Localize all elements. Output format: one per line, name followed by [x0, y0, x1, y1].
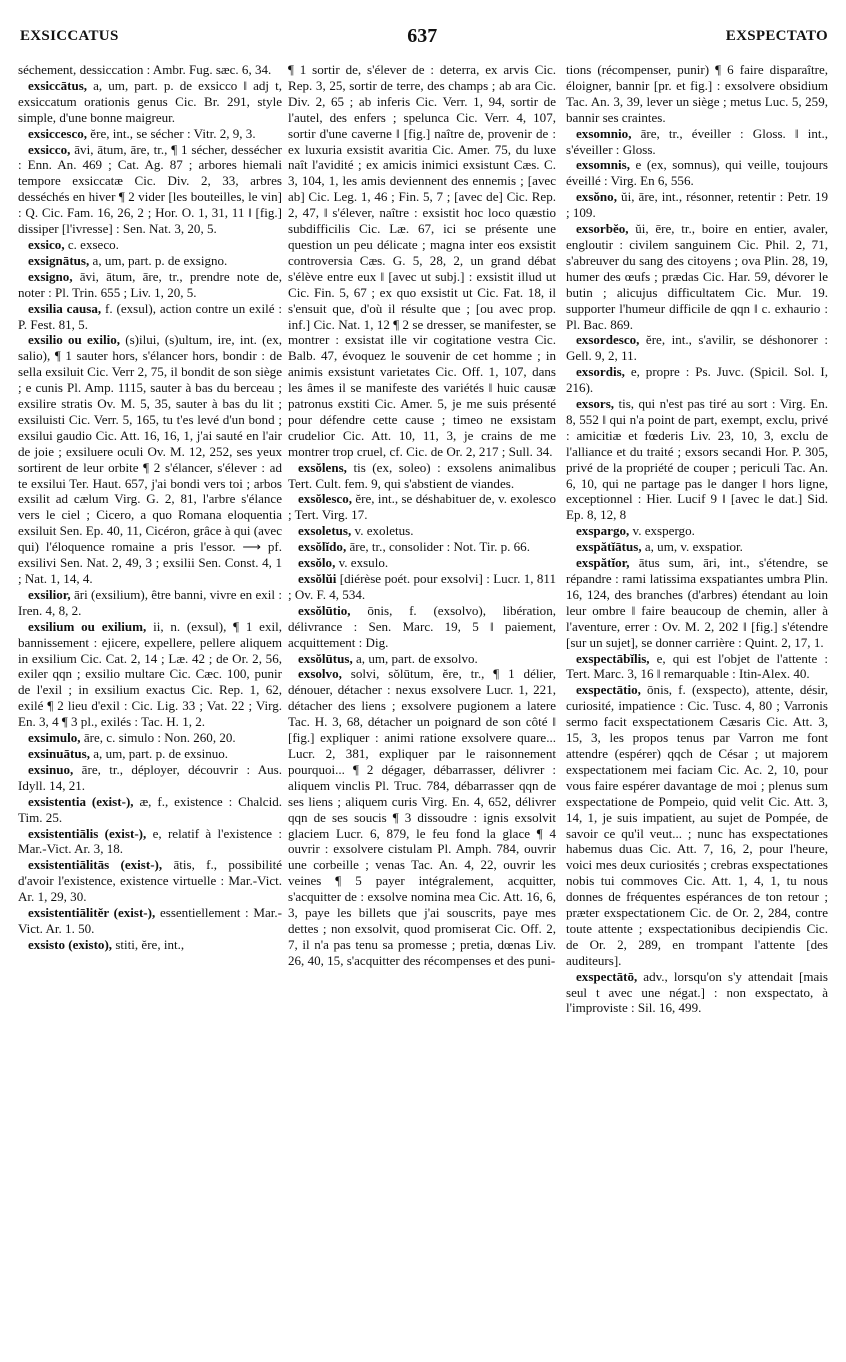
- dictionary-entry: [288, 571, 556, 603]
- entry-headword: exspătĭātus,: [576, 539, 642, 555]
- entry-headword: exsŏlens,: [298, 459, 347, 475]
- entry-headword: exsilio ou exilio,: [28, 332, 120, 348]
- entry-definition: ii, n. (exsul), ¶ 1 exil, bannissement : ejicere, expellere, pellere aliquem in exsilium Cic. Cat. 2, 14 ; Læ. 42 ; de Or. 2, 56, exiler qqn ; exsilio multare Cic. Cæc. 100, punir de l'exil ; in exsilium exactus Cic. Rep. 1, 62, exilé ¶ 2 lieu d'exil : Cic. Lig. 33 ; Vat. 22 ; Virg. En. 3, 4 ¶ 3 pl., exilés : Tac. H. 1, 2.: [18, 618, 282, 730]
- entry-definition: āvi, ātum, āre, tr., ¶ 1 sécher, dessécher : Enn. An. 469 ; Cat. Ag. 87 ; arbores hiemali tempore exsiccatæ Cic. Div. 2, 33, arbres desséchés en hiver ¶ 2 vider [les bouteilles, le vin] : Q. Cic. Fam. 16, 26, 2 ; Hor. O. 1, 31, 11 ‖ [fig.] dissiper [l'ivresse] : Sen. Nat. 3, 20, 5.: [18, 141, 282, 237]
- dictionary-column-2: [288, 62, 556, 1354]
- entry-definition: a, um, v. exspatior.: [641, 539, 743, 555]
- dictionary-entry: [18, 587, 282, 619]
- entry-definition: tions (récompenser, punir) ¶ 6 faire disparaître, éloigner, bannir [pr. et fig.] : exsolvere obsidium Tac. An. 3, 39, lever un siège ; metus Luc. 5, 259, bannir ses craintes.: [566, 62, 828, 125]
- entry-continuation: [566, 62, 828, 126]
- dictionary-entry: [566, 332, 828, 364]
- dictionary-entry: [288, 555, 556, 571]
- entry-definition: āre, tr., déployer, découvrir : Aus. Idyll. 14, 21.: [18, 761, 282, 793]
- dictionary-entry: [18, 619, 282, 730]
- entry-headword: exsordis,: [576, 364, 625, 380]
- entry-definition: a, um, part. p. de exsicco ‖ adj t, exsiccatum orationis genus Cic. Br. 291, style simple, d'une bonne maigreur.: [18, 77, 282, 125]
- dictionary-entry: [18, 826, 282, 858]
- dictionary-entry: [18, 905, 282, 937]
- entry-definition: a, um, part. de exsolvo.: [352, 650, 478, 666]
- entry-headword: exsico,: [28, 236, 65, 252]
- dictionary-entry: [18, 142, 282, 237]
- dictionary-entry: [18, 237, 282, 253]
- entry-definition: e, qui est l'objet de l'attente : Tert. Marc. 3, 16 ‖ remarquable : Itin-Alex. 40.: [566, 650, 828, 682]
- dictionary-entry: [18, 253, 282, 269]
- entry-headword: exspătĭor,: [576, 555, 630, 571]
- dictionary-entry: [18, 269, 282, 301]
- entry-definition: ĕre, int., s'avilir, se déshonorer : Gell. 9, 2, 11.: [566, 332, 828, 364]
- entry-headword: exsŏlŭi: [298, 571, 337, 586]
- dictionary-entry: [566, 396, 828, 523]
- dictionary-entry: [288, 603, 556, 651]
- dictionary-entry: [288, 523, 556, 539]
- entry-headword: exspectābĭlis,: [576, 650, 650, 666]
- dictionary-entry: [566, 523, 828, 539]
- running-head-left: EXSICCATUS: [20, 27, 119, 44]
- entry-headword: exsŏno,: [576, 189, 617, 205]
- dictionary-entry: [566, 555, 828, 650]
- entry-definition: a, um, part. p. de exsinuo.: [90, 745, 229, 761]
- entry-definition: e, relatif à l'existence : Mar.-Vict. Ar. 3, 18.: [18, 825, 282, 857]
- entry-headword: exsolvo,: [298, 666, 342, 682]
- entry-definition: f. (exsul), action contre un exilé : P. Fest. 81, 5.: [18, 300, 282, 332]
- entry-definition: séchement, dessiccation : Ambr. Fug. sæc. 6, 34.: [18, 62, 272, 77]
- dictionary-entry: [18, 730, 282, 746]
- dictionary-entry: [566, 126, 828, 158]
- entry-headword: exsinuo,: [28, 761, 74, 777]
- dictionary-entry: [288, 539, 556, 555]
- entry-definition: c. exseco.: [64, 236, 119, 252]
- entry-definition: ¶ 1 sortir de, s'élever de : deterra, ex arvis Cic. Rep. 3, 25, sortir de terre, des champs ; ab ara Cic. Div. 2, 65 ; ab inferis Cic. Verr. 1, 94, sortir de l'autel, des enfers ; spelunca Cic. Verr. 4, 107, sortir d'une caverne ‖ [fig.] naître de, provenir de : ex luxuria exsistit avaritia Cic. Amer. 75, du luxe naît l'avidité ; ex amicis inimici exsistunt Cæs. C. 3, 104, 1, les amis deviennent des ennemis ; [avec ab] Cic. Leg. 1, 46 ; Fin. 5, 7 ; [avec de] Cic. Rep. 2, 47, ‖ s'élever, naître : exsistit hoc loco quæstio subdifficilis Cic. Læ. 67, ici se présente une question un peu délicate ; magna inter eos exsistit controversia Cæs. G. 5, 28, 2, un grand débat s'élève entre eux ‖ [avec ut subj.] : exsistit illud ut Cic. Fin. 5, 67 ; ex quo exsistit ut Cic. Fat. 18, il s'ensuit que, d'où il résulte que ; [ou avec prop. inf.] Cic. Nat. 1, 12 ¶ 2 se dresser, se manifester, se montrer : exsistat ille vir cogitatione vestra Cic. Balb. 47, évoquez le souvenir de cet homme ; in animis exsistunt varietates Cic. Off. 1, 107, dans les âmes il se manifeste des variétés ‖ huic causæ patronus exstiti Cic. Amer. 5, je me suis présenté pour défendre cette cause ; timeo ne exsistam crudelior Cic. Att. 10, 11, 3, je crains de me montrer trop cruel, cf. Cic. de Or. 2, 217 ; Sull. 34.: [288, 62, 556, 459]
- entry-headword: exsistentiālis (exist-),: [28, 825, 147, 841]
- entry-headword: exsilior,: [28, 586, 71, 602]
- entry-definition: a, um, part. p. de exsigno.: [89, 252, 228, 268]
- entry-definition: ātis, f., possibilité d'avoir l'existence, existence virtuelle : Mar.-Vict. Ar. 1, 29, 30.: [18, 857, 282, 905]
- entry-definition: stiti, ĕre, int.,: [112, 936, 185, 952]
- dictionary-entry: [288, 666, 556, 968]
- entry-headword: exsŏlĭdo,: [298, 539, 347, 555]
- entry-definition: (s)ilui, (s)ultum, ire, int. (ex, salio), ¶ 1 sauter hors, s'élancer hors, bondir : de sella exsiluit Cic. Verr 2, 75, il bondit de son siège ; e cunis Pl. Amp. 1115, sauter à bas du berceau ; exsilire stratis Ov. M. 5, 35, sauter à bas du lit ; exsiluisti Cic. Verr. 5, 165, tu t'es levé d'un bond ; exsilui gaudio Cic. Att. 16, 16, 1, j'ai sauté en l'air de joie ; exsiluere oculi Ov. M. 12, 252, ses yeux sortirent de leur orbite ¶ 2 s'élancer, s'élever : ad te exsilui Ter. Haut. 657, j'ai bondi vers toi ; arbos exsilit ad cælum Virg. G. 2, 81, l'arbre s'élance vers le ciel ; Cicero, a quo Romana eloquentia exsiluit Sen. Ep. 40, 11, Cicéron, grâce à qui (avec qui) l'éloquence romaine a pris l'essor. ⟶ pf. exsilivi Sen. Nat. 2, 49, 3 ; exsilii Sen. Const. 4, 1 ; Nat. 1, 14, 4.: [18, 332, 282, 586]
- dictionary-entry: [18, 762, 282, 794]
- dictionary-entry: [18, 746, 282, 762]
- entry-definition: v. exspergo.: [629, 523, 695, 539]
- entry-headword: exsinuātus,: [28, 745, 90, 761]
- entry-headword: exsiccātus,: [28, 77, 88, 93]
- entry-definition: solvi, sŏlūtum, ĕre, tr., ¶ 1 délier, dénouer, détacher : nexus exsolvere Lucr. 1, 221, détacher des liens ; exsolvere pugionem a latere Tac. H. 3, 68, détacher un poignard de son côté ‖ [fig.] expliquer : animi ratione exsolvere quare... Lucr. 2, 381, expliquer par le raisonnement pourquoi... ¶ 2 dégager, débarrasser, délivrer : aliquem vinclis Pl. Truc. 784, débarrasser qqn de ses liens ; aliquem curis Virg. En. 4, 652, délivrer qqn de ses soucis ¶ 3 dissoudre : ignis exsolvit glaciem Lucr. 6, 879, le feu fond la glace ¶ 4 ouvrir : exsolvere cistulam Pl. Amph. 784, ouvrir une corbeille ; venas Tac. An. 4, 22, ouvrir les veines ¶ 5 payer intégralement, acquitter, s'acquitter de : exsolve nomina mea Cic. Att. 16, 6, 3, paye les billets que j'ai souscrits, paye mes dettes ; non exsolvit, quod promiserat Cic. Off. 2, 7, il n'a pas tenu sa promesse ; pretia, dœnas Liv. 26, 40, 15, s'acquitter des récompenses et des puni-: [288, 666, 556, 968]
- entry-definition: ĕre, int., se sécher : Vitr. 2, 9, 3.: [87, 125, 256, 141]
- entry-definition: āre, c. simulo : Non. 260, 20.: [80, 730, 236, 746]
- entry-headword: exsordesco,: [576, 332, 640, 348]
- entry-headword: exsigno,: [28, 268, 73, 284]
- entry-definition: v. exoletus.: [351, 523, 414, 539]
- dictionary-entry: [18, 857, 282, 905]
- entry-headword: exsistentiālitās (exist-),: [28, 857, 163, 873]
- entry-headword: exsilia causa,: [28, 300, 102, 316]
- entry-definition: [diérèse poét. pour exsolvi] : Lucr. 1, 811 ; Ov. F. 4, 534.: [288, 571, 556, 602]
- dictionary-entry: [566, 682, 828, 968]
- dictionary-column-3: [566, 62, 828, 1354]
- entry-headword: exsiccesco,: [28, 125, 88, 141]
- entry-definition: ōnis, f. (exspecto), attente, désir, curiosité, impatience : Cic. Tusc. 4, 80 ; Varronis sermo facit exspectationem Cæsaris Cic. Att. 3, 15, 3, les propos tenus par Varron me font attendre (espérer) qqch de César ; ut majorem exspectationem mei faciam Cic. Ac. 2, 10, pour vous faire espérer davantage de moi ; plenus sum exspectatione de Pompeio, quid velit Cic. Att. 3, 14, 1, je suis impatient, au sujet de Pompée, de savoir ce qu'il veut... ; nunc has exspectationes habemus duas Cic. Att. 7, 16, 2, pour l'heure, voici mes deux curiosités ; crebras exspectationes nobis tui commoves Cic. Att. 1, 4, 1, tu nous donnes de fréquentes espérances de ton retour ; præter exspectationem Cic. de Or. 2, 284, contre toute attente ; exspectationibus decipiendis Cic. de Or. 2, 289, en trompant l'attente [des auditeurs].: [566, 682, 828, 968]
- dictionary-entry: [566, 651, 828, 683]
- entry-headword: exsignātus,: [28, 252, 90, 268]
- page-number: 637: [407, 24, 438, 47]
- entry-definition: ĕre, int., se déshabituer de, v. exolesco ; Tert. Virg. 17.: [288, 491, 556, 523]
- entry-headword: exsŏlūtio,: [298, 602, 351, 618]
- entry-definition: āri (exsilium), être banni, vivre en exil : Iren. 4, 8, 2.: [18, 586, 282, 618]
- entry-definition: v. exsulo.: [335, 555, 389, 571]
- dictionary-entry: [18, 794, 282, 826]
- entry-headword: exsisto (existo),: [28, 936, 113, 952]
- entry-headword: exspectātio,: [576, 682, 641, 698]
- entry-headword: exsorbĕo,: [576, 221, 629, 237]
- entry-headword: exsŏlo,: [298, 555, 336, 571]
- entry-definition: tis, qui n'est pas tiré au sort : Virg. En. 8, 552 ‖ qui n'a point de part, exempt, exclu, privé : amicitiæ et fœderis Liv. 23, 10, 3, exclu de l'alliance et du traité ; exsors secandi Hor. P. 305, privé de la propriété de couper ; periculi Tac. An. 6, 10, qui ne partage pas le danger ‖ hors ligne, exceptionnel : Hier. Lucif 9 ‖ [avec le dat.] Sid. Ep. 8, 12, 8: [566, 396, 828, 523]
- entry-continuation: [288, 62, 556, 460]
- entry-definition: adv., lorsqu'on s'y attendait [mais seul t avec une négat.] : non exspectato, à l'improviste : Sil. 16, 499.: [566, 968, 828, 1016]
- entry-headword: exsicco,: [28, 141, 71, 157]
- entry-headword: exsŏlesco,: [298, 491, 352, 507]
- entry-definition: ŭi, āre, int., résonner, retentir : Petr. 19 ; 109.: [566, 189, 828, 221]
- dictionary-entry: [18, 78, 282, 126]
- dictionary-entry: [18, 937, 282, 953]
- entry-definition: e (ex, somnus), qui veille, toujours éveillé : Virg. En 6, 556.: [566, 157, 828, 189]
- entry-definition: āre, tr., éveiller : Gloss. ‖ int., s'éveiller : Gloss.: [566, 125, 828, 157]
- dictionary-entry: [288, 460, 556, 492]
- entry-definition: āre, tr., consolider : Not. Tir. p. 66.: [346, 539, 530, 555]
- entry-definition: āvi, ātum, āre, tr., prendre note de, noter : Pl. Trin. 655 ; Liv. 1, 20, 5.: [18, 268, 282, 300]
- page-header: [20, 22, 828, 50]
- entry-definition: tis (ex, soleo) : exsolens animalibus Tert. Cult. fem. 9, qui s'abstient de viandes.: [288, 459, 556, 491]
- entry-headword: exspargo,: [576, 523, 630, 539]
- dictionary-entry: [18, 332, 282, 587]
- running-head-right: EXSPECTATO: [725, 27, 828, 44]
- entry-headword: exsomnis,: [576, 157, 631, 173]
- entry-headword: exsoletus,: [298, 523, 352, 539]
- dictionary-entry: [288, 651, 556, 667]
- entry-definition: ātus sum, āri, int., s'étendre, se répandre : rami latissima exspatiantes umbra Plin. 16, 124, des branches (d'arbres) étendant au loin leur ombre ‖ faire beaucoup de chemin, aller à l'aventure, errer : Ov. M. 2, 202 ‖ [fig.] s'étendre [sur un sujet], se donner carrière : Quint. 2, 17, 1.: [566, 555, 828, 650]
- entry-headword: exsomnio,: [576, 125, 632, 141]
- entry-definition: essentiellement : Mar.-Vict. Ar. 1. 50.: [18, 905, 282, 936]
- entry-definition: æ, f., existence : Chalcid. Tim. 25.: [18, 793, 282, 825]
- dictionary-entry: [18, 301, 282, 333]
- entry-headword: exsŏlūtus,: [298, 650, 353, 666]
- dictionary-column-1: [18, 62, 282, 1354]
- entry-definition: ŭi, ēre, tr., boire en entier, avaler, engloutir : civilem sanguinem Cic. Phil. 2, 71, s'abreuver du sang des citoyens ; ova Plin. 28, 19, humer des œufs ; prædas Cic. Har. 59, dévorer le butin ; alicujus difficultatem Cic. Mur. 19. supporter l'humeur difficile de qqn ‖ c. exhaurio : Pl. Bac. 869.: [566, 221, 828, 332]
- entry-continuation: [18, 62, 282, 78]
- entry-headword: exsors,: [576, 396, 615, 412]
- dictionary-entry: [566, 539, 828, 555]
- dictionary-entry: [18, 126, 282, 142]
- entry-definition: e, propre : Ps. Juvc. (Spicil. Sol. I, 216).: [566, 364, 828, 396]
- dictionary-entry: [566, 221, 828, 332]
- dictionary-entry: [566, 189, 828, 221]
- entry-headword: exsimulo,: [28, 730, 81, 746]
- dictionary-entry: [288, 491, 556, 523]
- entry-headword: exsistentia (exist-),: [28, 793, 134, 809]
- entry-headword: exsilium ou exilium,: [28, 618, 147, 634]
- entry-headword: exspectātō,: [576, 968, 638, 984]
- entry-definition: ōnis, f. (exsolvo), libération, délivrance : Sen. Marc. 19, 5 ‖ paiement, acquittement : Dig.: [288, 602, 556, 650]
- dictionary-entry: [566, 364, 828, 396]
- dictionary-entry: [566, 157, 828, 189]
- entry-headword: exsistentiālitĕr (exist-),: [28, 905, 156, 921]
- dictionary-entry: [566, 969, 828, 1017]
